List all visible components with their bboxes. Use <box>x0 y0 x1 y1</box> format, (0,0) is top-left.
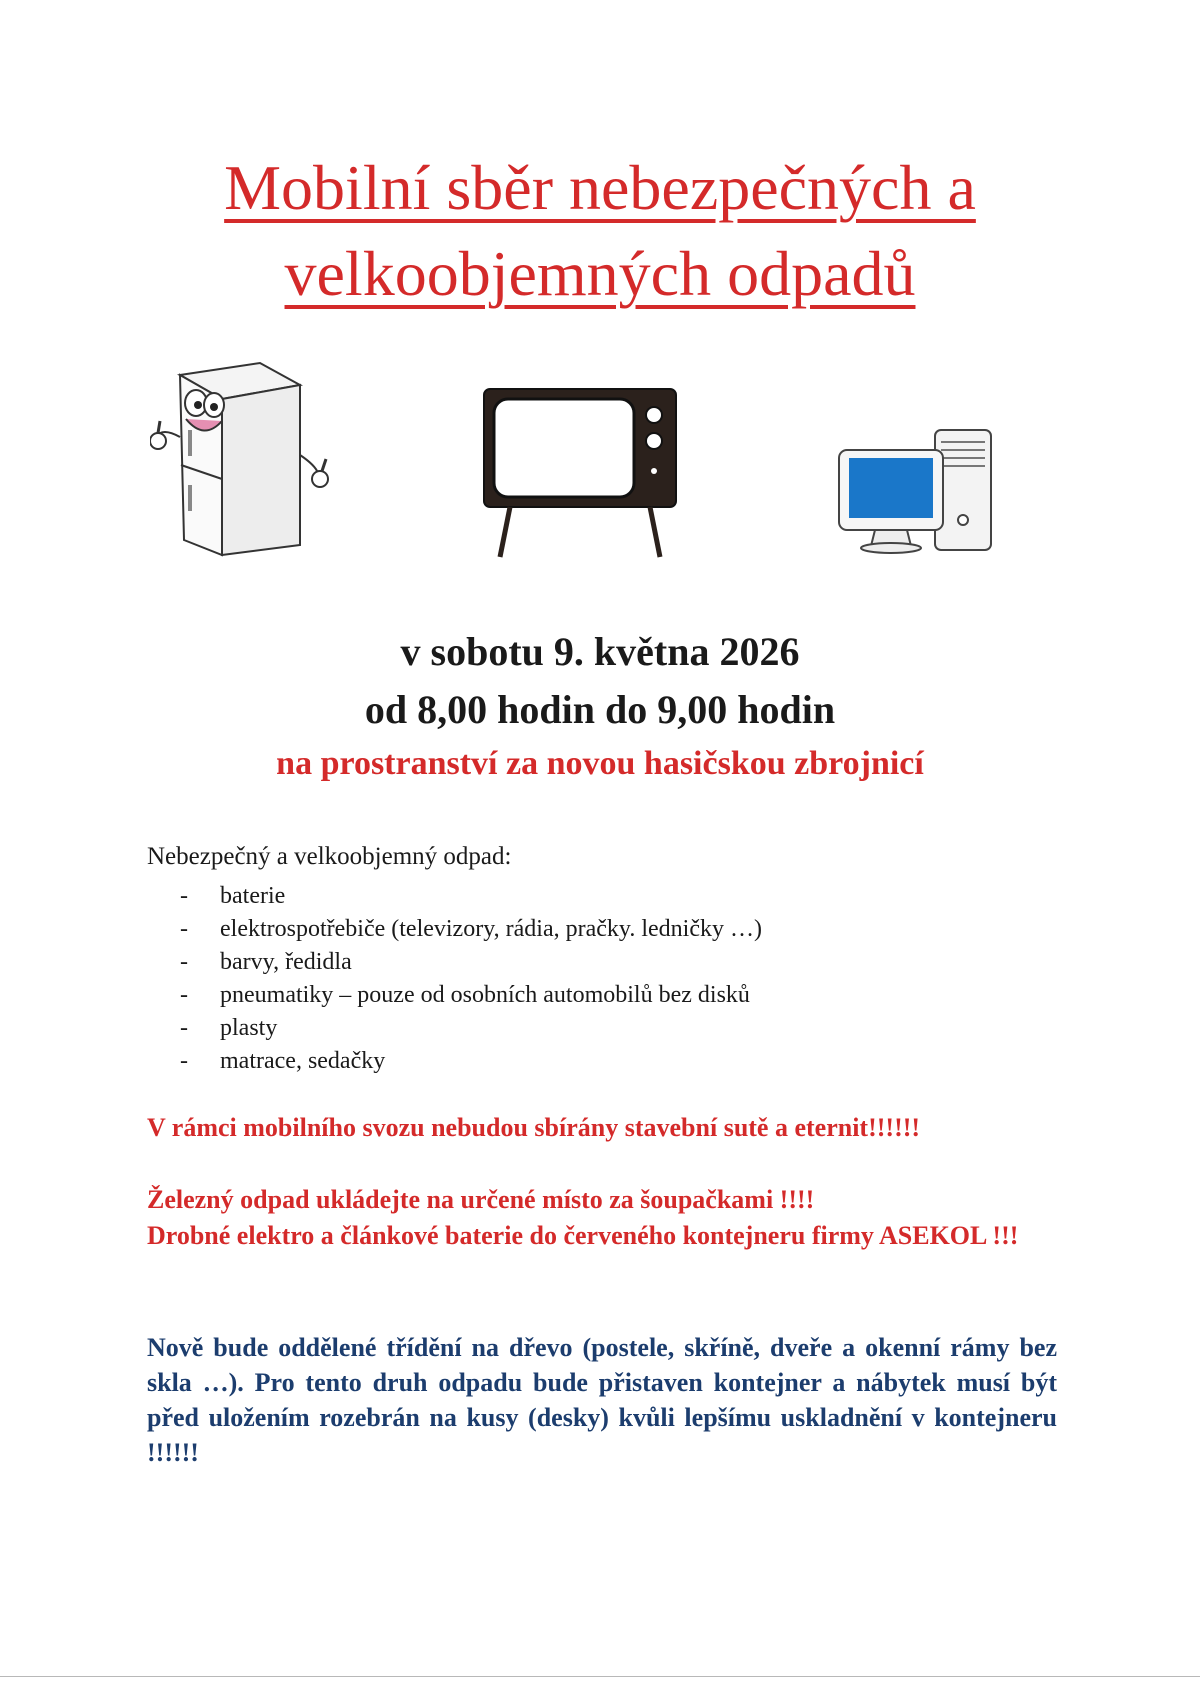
bottom-divider <box>0 1676 1200 1677</box>
list-item: - pneumatiky – pouze od osobních automobilů bez disků <box>180 982 750 1008</box>
title-line-2: velkoobjemných odpadů <box>284 238 916 309</box>
title-line-1: Mobilní sběr nebezpečných a <box>224 152 976 223</box>
computer-icon <box>835 420 995 560</box>
event-date: v sobotu 9. května 2026 <box>400 629 800 674</box>
page-title <box>0 145 1200 317</box>
tv-icon <box>480 385 680 560</box>
event-place: na prostranství za novou hasičskou zbrojnicí <box>276 745 924 782</box>
fridge-icon <box>150 355 340 570</box>
list-item: - matrace, sedačky <box>180 1048 386 1074</box>
list-item: - baterie <box>180 883 286 909</box>
waste-intro: Nebezpečný a velkoobjemný odpad: <box>147 843 512 870</box>
list-item: - plasty <box>180 1015 278 1041</box>
notice-iron-waste: Železný odpad ukládejte na určené místo za šoupačkami !!!! <box>147 1185 815 1214</box>
list-item: - barvy, ředidla <box>180 949 352 975</box>
notice-no-rubble: V rámci mobilního svozu nebudou sbírány stavební sutě a eternit!!!!!! <box>147 1113 921 1142</box>
waste-list <box>180 880 762 1078</box>
notice-small-electro: Drobné elektro a článkové baterie do červeného kontejneru firmy ASEKOL !!! <box>147 1221 1019 1250</box>
notice-wood-sorting: Nově bude oddělené třídění na dřevo (postele, skříně, dveře a okenní rámy bez skla …). Pro tento druh odpadu bude přistaven kontejner a nábytek musí být před uložením rozebrán na kusy (desky) kvůli lepšímu uskladnění v kontejneru !!!!!! <box>147 1333 1057 1467</box>
event-time: od 8,00 hodin do 9,00 hodin <box>364 687 836 732</box>
list-item: - elektrospotřebiče (televizory, rádia, pračky. ledničky …) <box>180 916 762 942</box>
